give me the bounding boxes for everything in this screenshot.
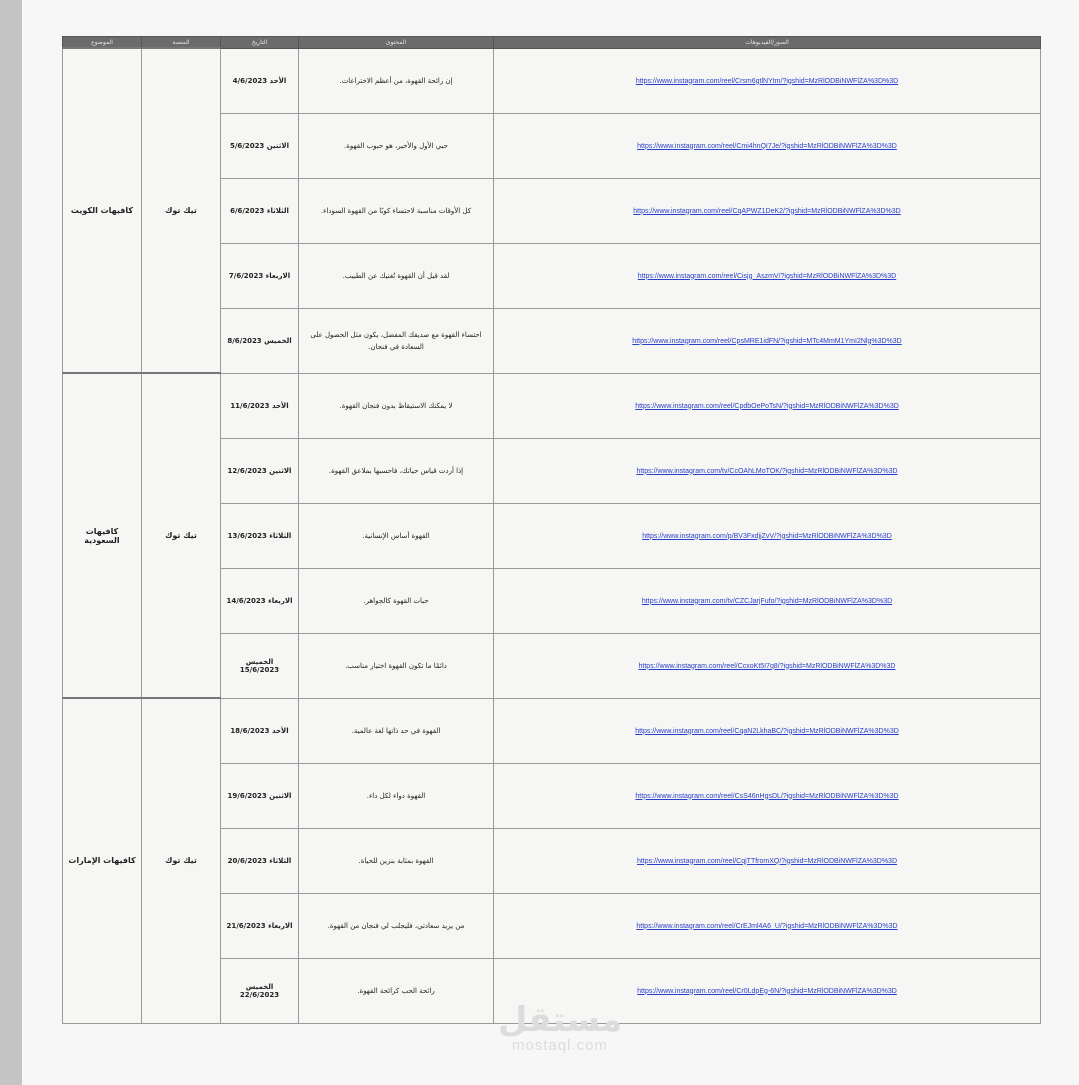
header-content: المحتوى [299,37,494,49]
date-cell: الخميس 8/6/2023 [221,308,299,373]
media-link[interactable]: https://www.instagram.com/reel/CpdbOePoTsN/?igshid=MzRlODBiNWFlZA%3D%3D [635,402,899,410]
platform-cell: تيك توك [142,698,221,1023]
table-row [63,48,1041,113]
media-link[interactable]: https://www.instagram.com/reel/CpsMRE1idFN/?igshid=MTc4MmM1YmI2Nlg%3D%3D [632,337,902,345]
content-cell: لقد قيل أن القهوة تُغنيك عن الطبيب. [299,243,494,308]
content-cell: حبي الأول والأخير، هو حبوب القهوة. [299,113,494,178]
date-cell: الاربعاء 21/6/2023 [221,893,299,958]
content-cell: رائحة الحب كرائحة القهوة. [299,958,494,1023]
content-cell: إذا أردت قياس حياتك، فاحسبها بملاعق القهوة. [299,438,494,503]
content-cell: القهوة أساس الإنسانية. [299,503,494,568]
topic-cell: كافيهات الإمارات [63,698,142,1023]
header-platform: المنصة [142,37,221,49]
topic-cell: كافيهات الكويت [63,48,142,373]
media-link[interactable]: https://www.instagram.com/reel/Cmi4hnQI7Je/?igshid=MzRlODBiNWFlZA%3D%3D [637,142,897,150]
media-link[interactable]: https://www.instagram.com/reel/CcxoKt5I7q8/?igshid=MzRlODBiNWFlZA%3D%3D [638,662,896,670]
media-link[interactable]: https://www.instagram.com/reel/CsS46nHgsDL/?igshid=MzRlODBiNWFlZA%3D%3D [635,792,899,800]
date-cell: الأحد 18/6/2023 [221,698,299,763]
table-row [63,373,1041,438]
watermark-logo: مستقل [497,1000,623,1040]
content-cell: دائمًا ما تكون القهوة اختيار مناسب. [299,633,494,698]
date-cell: الاثنين 5/6/2023 [221,113,299,178]
media-link[interactable]: https://www.instagram.com/reel/Cisjg_AszmV/?igshid=MzRlODBiNWFlZA%3D%3D [637,272,897,280]
content-cell: احتساء القهوة مع صديقك المفضل، يكون مثل الحصول على السعادة في فنجان. [299,308,494,373]
topic-cell: كافيهات السعودية [63,373,142,698]
date-cell: الاربعاء 14/6/2023 [221,568,299,633]
media-link[interactable]: https://www.instagram.com/tv/CZCJarjFufo/?igshid=MzRlODBiNWFlZA%3D%3D [641,597,893,605]
date-cell: الثلاثاء 13/6/2023 [221,503,299,568]
date-cell: الأحد 4/6/2023 [221,48,299,113]
table-header-row [63,37,1041,49]
media-link[interactable]: https://www.instagram.com/tv/CcOAhLMoTOK/?igshid=MzRlODBiNWFlZA%3D%3D [636,467,898,475]
date-cell: الخميس 15/6/2023 [221,633,299,698]
media-link[interactable]: https://www.instagram.com/reel/CqjTTfromXQ/?igshid=MzRlODBiNWFlZA%3D%3D [636,857,898,865]
content-cell: إن رائحة القهوة، من أعظم الاختراعات. [299,48,494,113]
header-topic: الموضوع [63,37,142,49]
content-cell: حبات القهوة كالجواهر. [299,568,494,633]
media-link[interactable]: https://www.instagram.com/reel/Cr0LdpEg-6N/?igshid=MzRlODBiNWFlZA%3D%3D [637,987,897,995]
content-cell: لا يمكنك الاستيقاظ بدون فنجان القهوة. [299,373,494,438]
media-link[interactable]: https://www.instagram.com/reel/Crsm6gtlNYtm/?igshid=MzRlODBiNWFlZA%3D%3D [635,77,899,85]
document-page [22,0,1079,1085]
content-calendar-table [62,36,1041,1024]
content-cell: من يريد سعادتي، فليجلب لي فنجان من القهوة. [299,893,494,958]
media-link[interactable]: https://www.instagram.com/reel/CqAPWZ1DeK2/?igshid=MzRlODBiNWFlZA%3D%3D [633,207,901,215]
date-cell: الثلاثاء 20/6/2023 [221,828,299,893]
table-row [63,698,1041,763]
date-cell: الخميس 22/6/2023 [221,958,299,1023]
platform-cell: تيك توك [142,373,221,698]
content-cell: القهوة بمثابة بنزين للحياة. [299,828,494,893]
content-cell: كل الأوقات مناسبة لاحتساء كوبًا من القهوة السوداء. [299,178,494,243]
date-cell: الاثنين 12/6/2023 [221,438,299,503]
date-cell: الثلاثاء 6/6/2023 [221,178,299,243]
content-cell: القهوة في حد ذاتها لغة عالمية. [299,698,494,763]
media-link[interactable]: https://www.instagram.com/p/BV3FxdjjZvV/?igshid=MzRlODBiNWFlZA%3D%3D [642,532,892,540]
media-link[interactable]: https://www.instagram.com/reel/CqaN2LkhaBC/?igshid=MzRlODBiNWFlZA%3D%3D [635,727,899,735]
content-cell: القهوة دواء لكل داء. [299,763,494,828]
watermark-url: mostaql.com [511,1037,609,1054]
header-date: التاريخ [221,37,299,49]
date-cell: الاثنين 19/6/2023 [221,763,299,828]
header-media: الصور/الفيديوهات [494,37,1041,49]
date-cell: الاربعاء 7/6/2023 [221,243,299,308]
media-link[interactable]: https://www.instagram.com/reel/CrEJml4A6_U/?igshid=MzRlODBiNWFlZA%3D%3D [636,922,898,930]
platform-cell: تيك توك [142,48,221,373]
date-cell: الأحد 11/6/2023 [221,373,299,438]
